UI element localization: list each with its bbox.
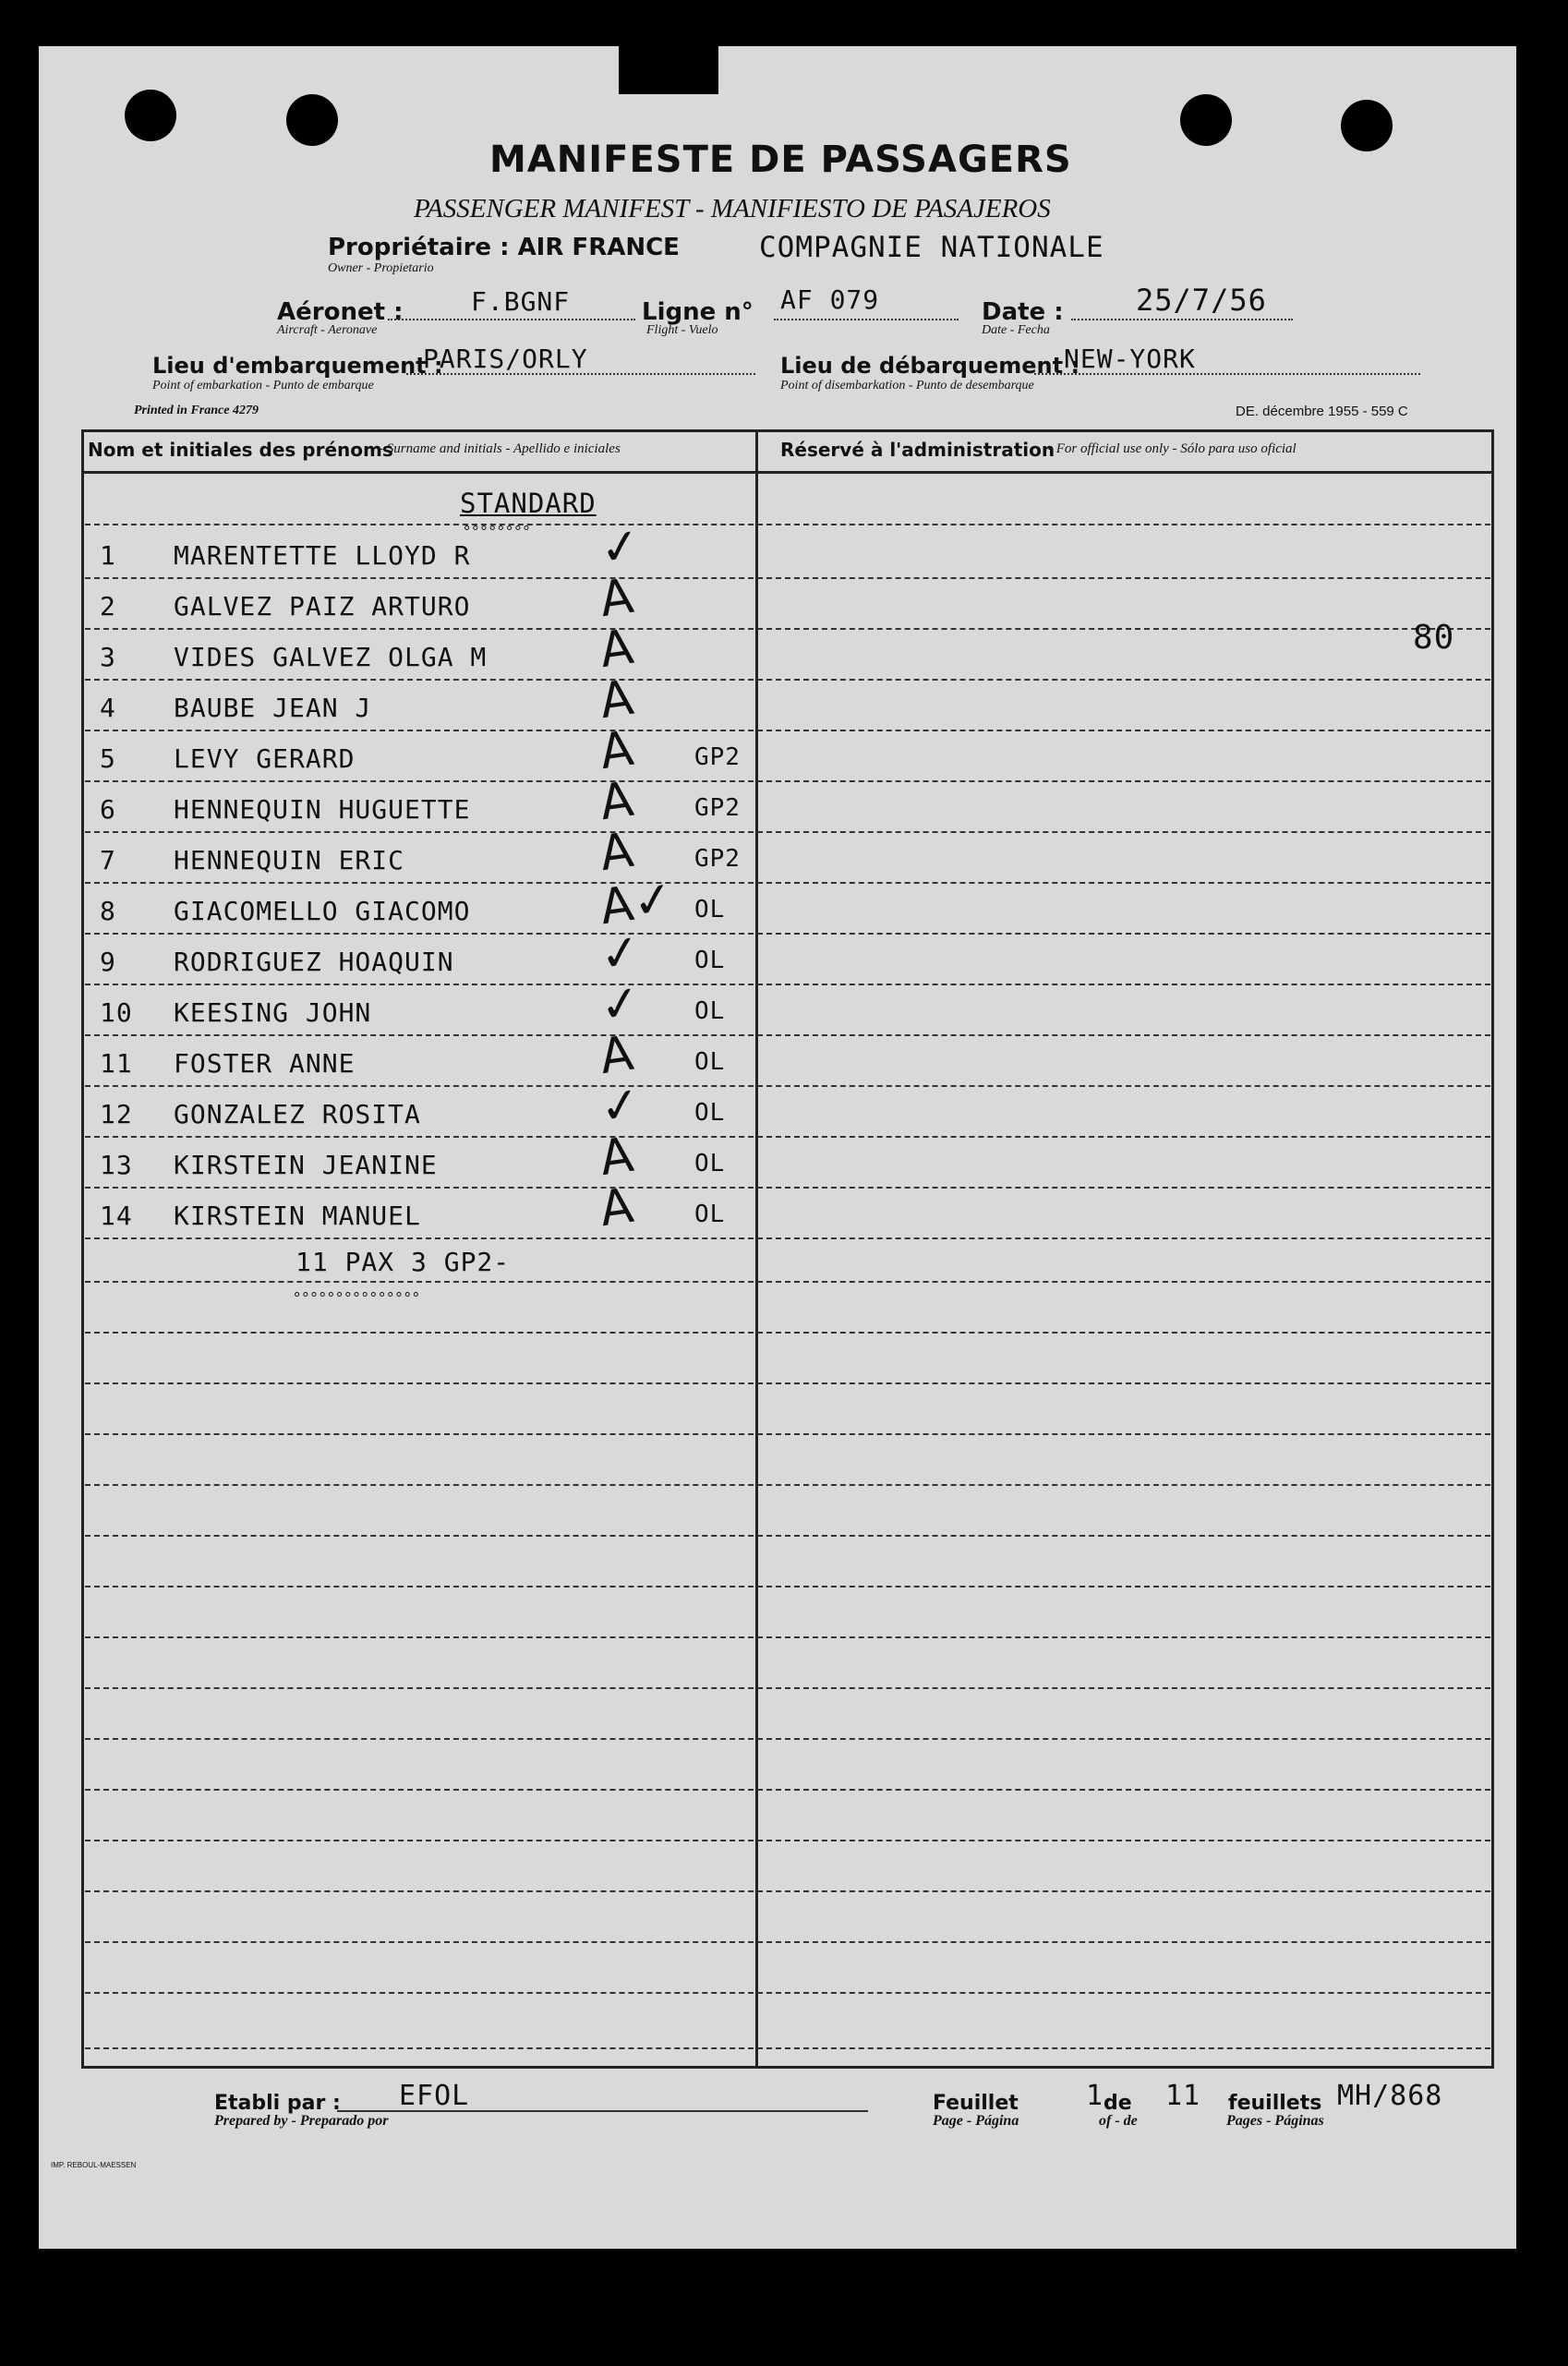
ruled-line (85, 1134, 1490, 1138)
sheet-label: Feuillet (933, 2092, 1019, 2115)
date-value: 25/7/56 (1136, 283, 1267, 318)
section-dots: °°°°°°°° (464, 523, 532, 541)
passenger-code: OL (694, 1048, 726, 1076)
check-mark: A (596, 568, 637, 629)
passenger-number: 9 (100, 947, 116, 977)
ruled-line (85, 1584, 1490, 1587)
aircraft-value: F.BGNF (471, 286, 571, 317)
punch-hole (125, 90, 176, 141)
ruled-line (85, 626, 1490, 630)
passenger-table (81, 429, 1494, 2069)
prepared-label: Etabli par : (214, 2092, 341, 2115)
ruled-line (85, 575, 1490, 579)
passenger-number: 11 (100, 1048, 133, 1079)
punch-hole (1341, 100, 1393, 151)
passenger-number: 1 (100, 540, 116, 571)
reference-number: MH/868 (1337, 2080, 1443, 2112)
sheet-sub-of: of - de (1099, 2113, 1138, 2129)
imprint: IMP. REBOUL-MAESSEN (51, 2161, 137, 2169)
prepared-sub: Prepared by - Preparado por (214, 2113, 389, 2129)
ruled-line (85, 1889, 1490, 1892)
punch-hole (1180, 94, 1232, 146)
disembark-value: NEW-YORK (1064, 344, 1196, 374)
passenger-name: LEVY GERARD (174, 743, 356, 774)
date-line (1071, 319, 1293, 320)
sheet-sub-page: Page - Página (933, 2113, 1019, 2129)
printed-note: Printed in France 4279 (134, 404, 259, 417)
passenger-name: GIACOMELLO GIACOMO (174, 896, 471, 926)
owner-sub: Owner - Propietario (328, 261, 434, 275)
ruled-line (85, 728, 1490, 731)
aircraft-label: Aéronet : (277, 298, 404, 326)
check-mark: ✓ (597, 923, 645, 984)
owner-label: Propriétaire : AIR FRANCE (328, 234, 680, 261)
passenger-code: OL (694, 1099, 726, 1127)
check-mark: A (596, 1177, 637, 1238)
ruled-line (85, 779, 1490, 782)
passenger-name: GALVEZ PAIZ ARTURO (174, 591, 471, 622)
ruled-line (85, 1431, 1490, 1435)
passenger-name: KEESING JOHN (174, 997, 372, 1028)
passenger-code: OL (694, 1201, 726, 1228)
passenger-number: 6 (100, 794, 116, 825)
ruled-line (85, 982, 1490, 985)
section-label: STANDARD (460, 488, 597, 519)
binder-tab (619, 39, 718, 94)
passenger-name: HENNEQUIN ERIC (174, 845, 405, 875)
ruled-line (85, 1685, 1490, 1689)
total-line: 11 PAX 3 GP2- (296, 1247, 511, 1277)
ruled-line (85, 829, 1490, 833)
ruled-line (85, 1330, 1490, 1334)
disembark-sub: Point of disembarkation - Punto de desembarque (780, 379, 1034, 392)
check-mark: A (596, 1025, 637, 1086)
ruled-line (85, 2046, 1490, 2049)
passenger-number: 5 (100, 743, 116, 774)
ruled-line (85, 1279, 1490, 1283)
check-mark: A (596, 619, 637, 680)
ruled-line (85, 1236, 1490, 1239)
ruled-line (85, 1533, 1490, 1537)
date-label: Date : (982, 298, 1064, 326)
page-title: MANIFESTE DE PASSAGERS (489, 139, 1072, 181)
ruled-line (85, 880, 1490, 884)
passenger-code: OL (694, 947, 726, 974)
ruled-line (85, 1787, 1490, 1791)
passenger-number: 7 (100, 845, 116, 875)
passenger-name: FOSTER ANNE (174, 1048, 356, 1079)
passenger-code: GP2 (694, 794, 741, 822)
passenger-number: 12 (100, 1099, 133, 1129)
check-mark: A (596, 822, 637, 883)
sheet-of: de (1104, 2092, 1132, 2115)
sheet-total: 11 (1165, 2080, 1201, 2112)
owner-value: COMPAGNIE NATIONALE (759, 231, 1104, 264)
passenger-name: MARENTETTE LLOYD R (174, 540, 471, 571)
passenger-number: 2 (100, 591, 116, 622)
col-right-header-sub: - For official use only - Sólo para uso oficial (1048, 441, 1297, 456)
passenger-number: 3 (100, 642, 116, 672)
ruled-line (85, 677, 1490, 681)
passenger-number: 14 (100, 1201, 133, 1231)
sheet-number: 1 (1086, 2080, 1104, 2112)
check-mark: A (596, 670, 637, 730)
ruled-line (85, 1990, 1490, 1994)
passenger-code: GP2 (694, 743, 741, 771)
passenger-name: GONZALEZ ROSITA (174, 1099, 421, 1129)
passenger-name: BAUBE JEAN J (174, 693, 372, 723)
header-rule (81, 469, 1494, 474)
flight-sub: Flight - Vuelo (646, 323, 718, 337)
column-divider (755, 429, 758, 2069)
total-dots: °°°°°°°°°°°°°°° (294, 1289, 421, 1308)
ruled-line (85, 1838, 1490, 1841)
aircraft-line (388, 319, 635, 320)
ruled-line (85, 1185, 1490, 1189)
date-sub: Date - Fecha (982, 323, 1050, 337)
embark-label: Lieu d'embarquement : (152, 353, 443, 379)
embark-value: PARIS/ORLY (423, 344, 588, 374)
check-mark: A (596, 720, 637, 781)
ruled-line (85, 1736, 1490, 1740)
sheet-sub-pages: Pages - Páginas (1226, 2113, 1324, 2129)
check-mark: ✓ (597, 974, 645, 1035)
aircraft-sub: Aircraft - Aeronave (277, 323, 378, 337)
flight-label: Ligne n° (642, 298, 754, 326)
flight-line (774, 319, 959, 320)
passenger-code: OL (694, 1150, 726, 1177)
ruled-line (85, 522, 1490, 525)
passenger-number: 13 (100, 1150, 133, 1180)
form-code: DE. décembre 1955 - 559 C (1236, 404, 1408, 419)
passenger-name: VIDES GALVEZ OLGA M (174, 642, 488, 672)
ruled-line (85, 1032, 1490, 1036)
passenger-name: HENNEQUIN HUGUETTE (174, 794, 471, 825)
ruled-line (85, 1482, 1490, 1486)
passenger-number: 8 (100, 896, 116, 926)
check-mark: A✓ (597, 870, 677, 936)
passenger-name: KIRSTEIN JEANINE (174, 1150, 438, 1180)
passenger-code: GP2 (694, 845, 741, 873)
embark-sub: Point of embarkation - Punto de embarque (152, 379, 374, 392)
page-subtitle: PASSENGER MANIFEST - MANIFIESTO DE PASAJEROS (414, 194, 1051, 223)
col-left-header: Nom et initiales des prénoms (88, 439, 393, 461)
passenger-name: KIRSTEIN MANUEL (174, 1201, 421, 1231)
ruled-line (85, 1083, 1490, 1087)
ruled-line (85, 1381, 1490, 1384)
passenger-number: 4 (100, 693, 116, 723)
check-mark: A (596, 1127, 637, 1188)
punch-hole (286, 94, 338, 146)
flight-value: AF 079 (780, 284, 880, 315)
passenger-name: RODRIGUEZ HOAQUIN (174, 947, 454, 977)
col-right-header: Réservé à l'administration (780, 439, 1055, 461)
disembark-label: Lieu de débarquement : (780, 353, 1080, 379)
check-mark: A (596, 771, 637, 832)
prepared-value: EFOL (399, 2080, 470, 2112)
check-mark: ✓ (597, 517, 645, 578)
passenger-code: OL (694, 997, 726, 1025)
check-mark: ✓ (597, 1076, 645, 1137)
ruled-line (85, 931, 1490, 935)
col-left-header-sub: - Surname and initials - Apellido e iniciales (379, 441, 621, 456)
official-note: 80 (1413, 619, 1455, 657)
passenger-number: 10 (100, 997, 133, 1028)
ruled-line (85, 1939, 1490, 1943)
passenger-code: OL (694, 896, 726, 923)
sheet-suffix: feuillets (1228, 2092, 1322, 2115)
ruled-line (85, 1635, 1490, 1638)
